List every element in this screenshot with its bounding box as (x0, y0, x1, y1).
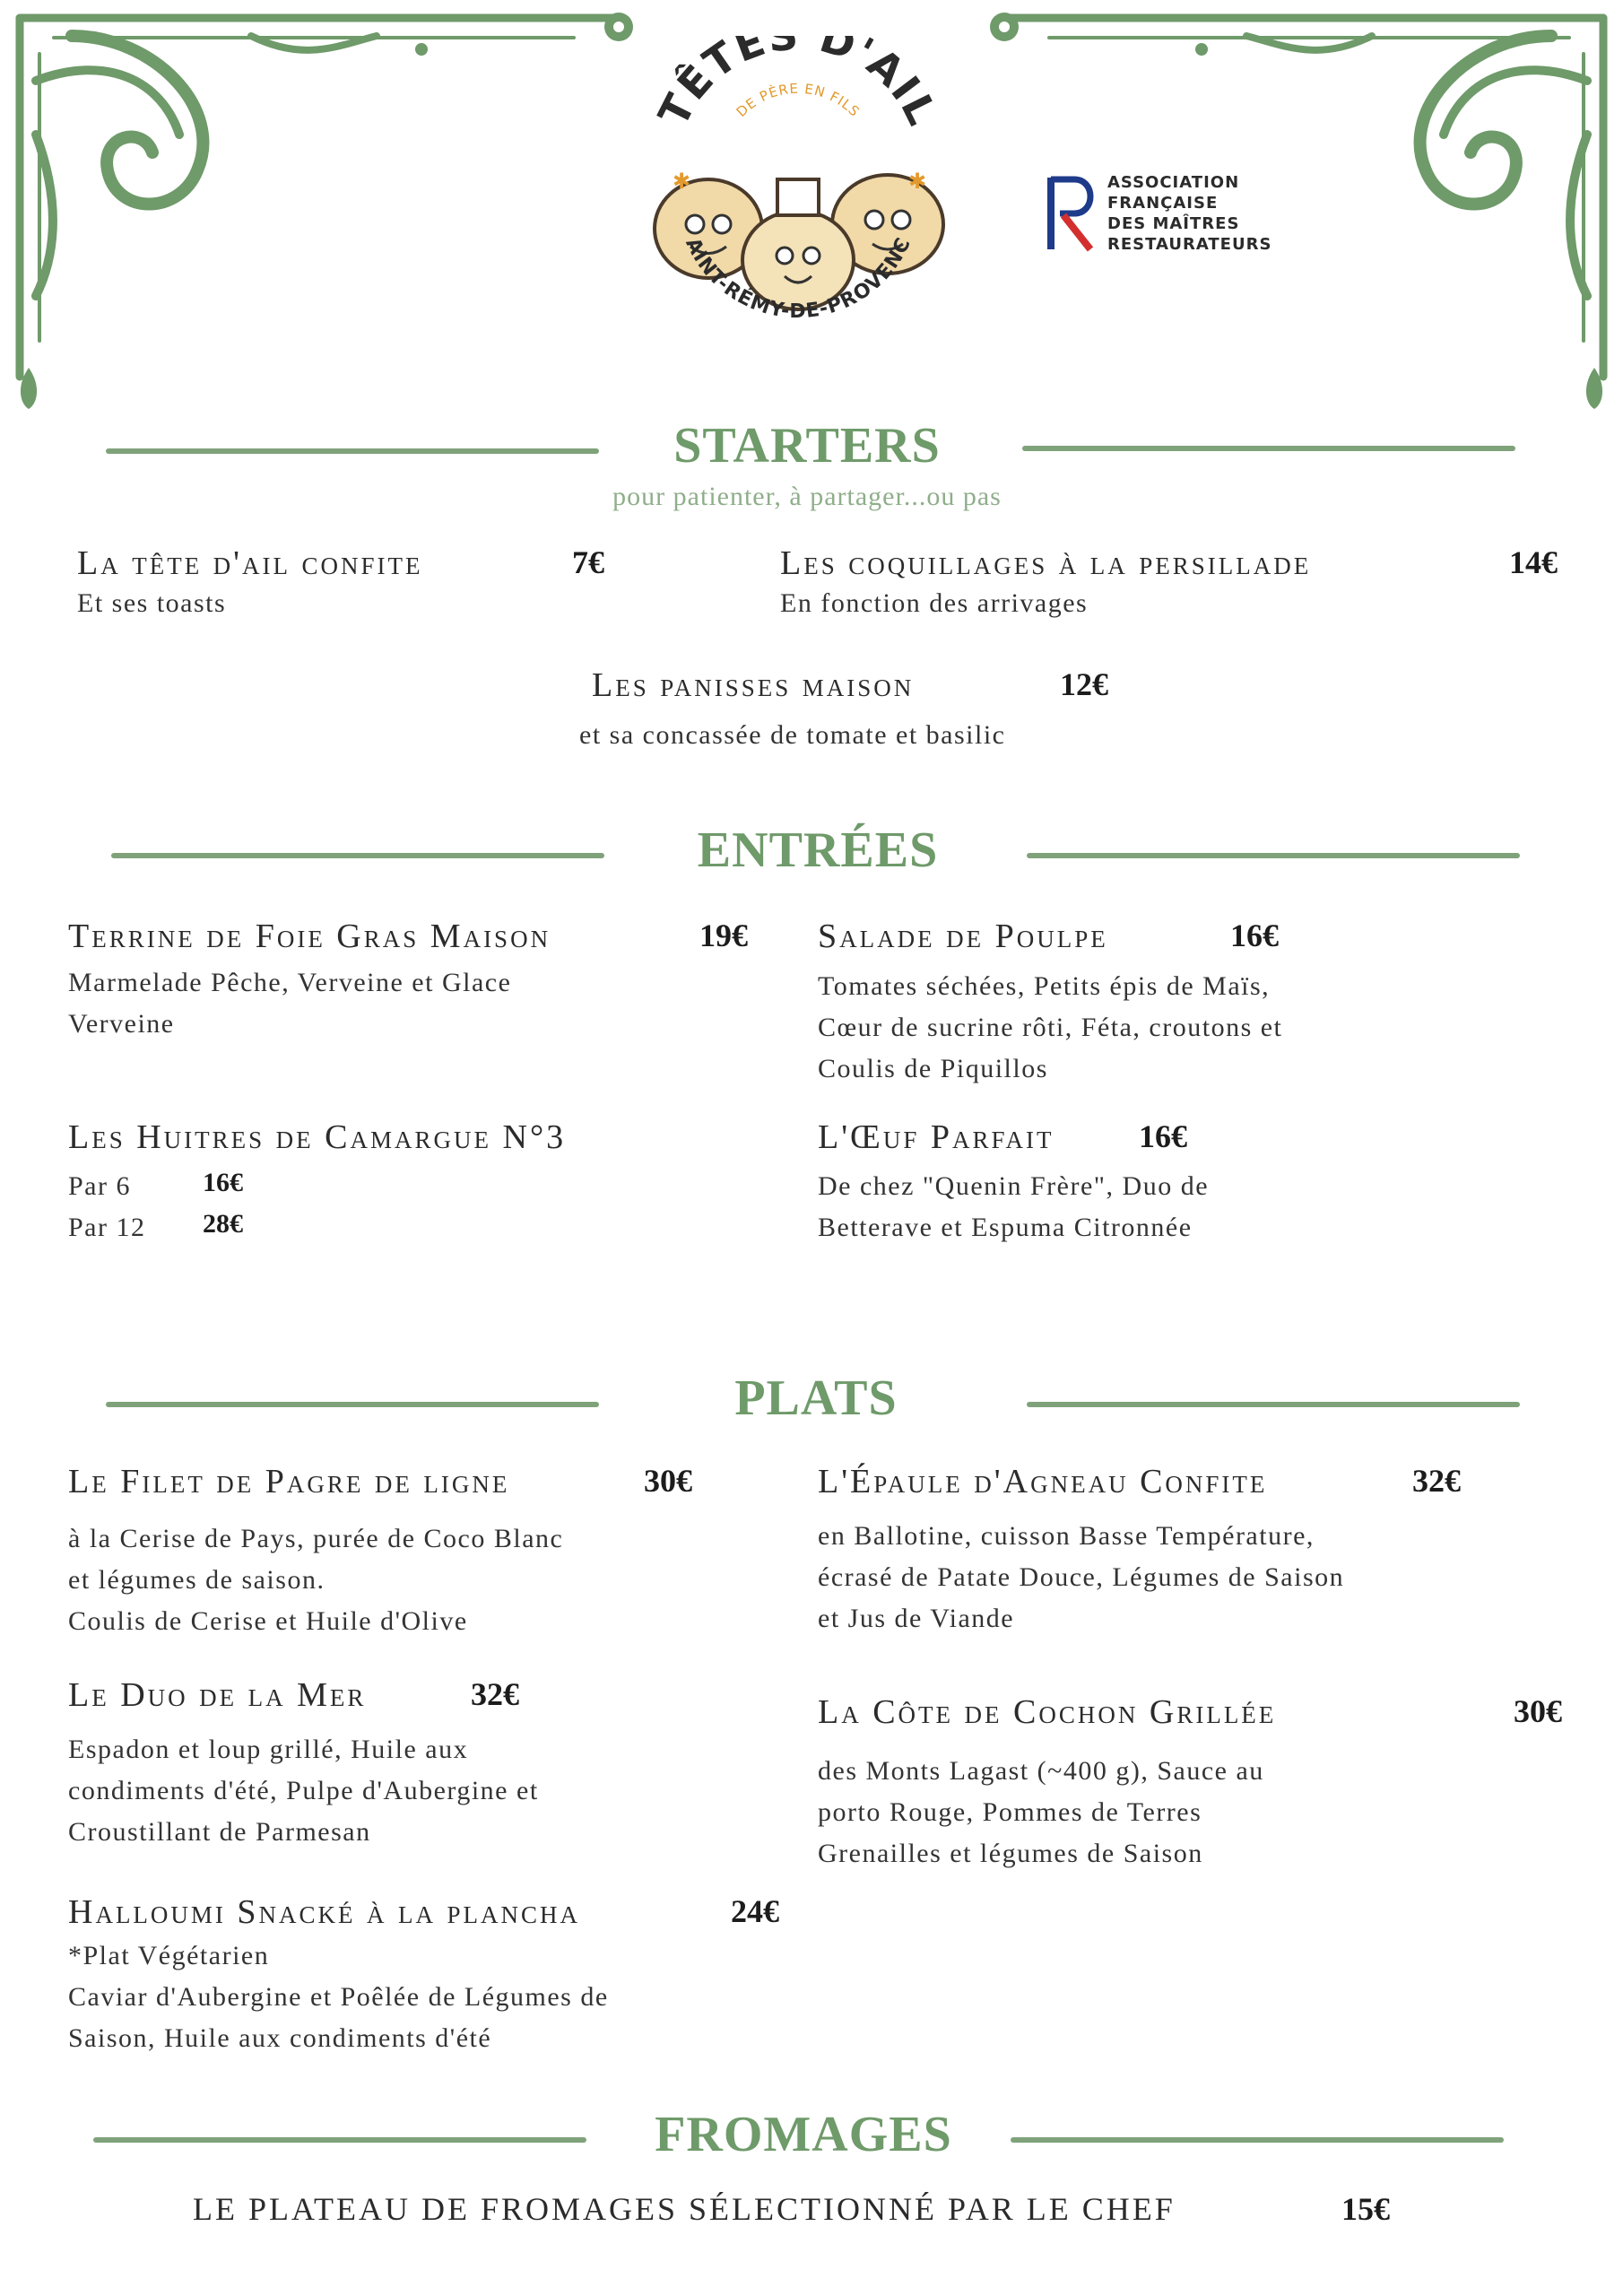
svg-text:DE PÈRE EN FILS (733, 81, 864, 120)
section-subtitle-starters: pour patienter, à partager...ou pas (612, 482, 1002, 511)
item-price: 32€ (1412, 1463, 1461, 1499)
section-title-plats: PLATS (734, 1370, 898, 1426)
item-description: Espadon et loup grillé, Huile aux condiments d'été, Pulpe d'Aubergine et Croustillant de Parmesan (68, 1735, 539, 1847)
item-name: Les panisses maison (592, 666, 915, 704)
item-name: Le Duo de la Mer (68, 1676, 367, 1714)
item-price: 24€ (731, 1893, 779, 1929)
item-price: 12€ (1060, 666, 1108, 702)
svg-text:✱: ✱ (673, 169, 691, 194)
item-description: En fonction des arrivages (780, 588, 1089, 618)
item-option-price: 16€ (203, 1168, 243, 1197)
maitres-restaurateurs-logo (1040, 170, 1300, 260)
section-title-starters: STARTERS (673, 418, 941, 474)
association-line-3: DES MAÎTRES (1107, 214, 1240, 233)
item-option-price: 28€ (203, 1209, 243, 1239)
item-description: des Monts Lagast (~400 g), Sauce au porto Rouge, Pommes de Terres Grenailles et légumes de Saison (818, 1756, 1264, 1868)
item-description: Et ses toasts (77, 588, 227, 618)
item-name: Le Filet de Pagre de ligne (68, 1463, 510, 1500)
section-title-entrees: ENTRÉES (697, 822, 939, 878)
item-name: Les Huitres de Camargue N°3 (68, 1118, 567, 1156)
item-description: à la Cerise de Pays, purée de Coco Blanc et légumes de saison. Coulis de Cerise et Huile d'Olive (68, 1524, 564, 1636)
item-description: et sa concassée de tomate et basilic (579, 720, 1006, 750)
item-price: 30€ (1514, 1693, 1562, 1729)
svg-text:✱: ✱ (908, 169, 927, 194)
item-name: Terrine de Foie Gras Maison (68, 918, 551, 955)
item-description: De chez "Quenin Frère", Duo de Betterave et Espuma Citronnée (818, 1171, 1210, 1242)
fromages-divider-left (93, 2137, 586, 2143)
entrees-divider-right (1027, 853, 1520, 858)
starters-divider-left (106, 448, 599, 454)
plats-divider-left (106, 1402, 599, 1407)
item-price: 7€ (572, 544, 604, 580)
item-price: 14€ (1509, 544, 1558, 580)
item-price: 16€ (1139, 1118, 1187, 1154)
item-name: L'Épaule d'Agneau Confite (818, 1463, 1268, 1500)
item-option-label: Par 6 (68, 1171, 131, 1201)
item-name: La tête d'ail confite (77, 544, 423, 582)
association-line-2: FRANÇAISE (1107, 194, 1219, 213)
logo-tagline: DE PÈRE EN FILS (733, 80, 864, 120)
item-price: 16€ (1230, 918, 1279, 953)
fromages-divider-right (1011, 2137, 1504, 2143)
garlic-characters-icon (641, 36, 955, 359)
corner-ornament-left (0, 0, 646, 422)
plats-divider-right (1027, 1402, 1520, 1407)
item-description: Marmelade Pêche, Verveine et Glace Verveine (68, 968, 512, 1039)
item-name: LE PLATEAU DE FROMAGES SÉLECTIONNÉ PAR LE CHEF (193, 2191, 1176, 2227)
item-name: Salade de Poulpe (818, 918, 1108, 955)
restaurant-logo (641, 36, 955, 359)
item-price: 15€ (1341, 2191, 1390, 2227)
item-description: Tomates séchées, Petits épis de Maïs, Cœur de sucrine rôti, Féta, croutons et Coulis de Piquillos (818, 971, 1283, 1083)
association-r-icon (1040, 170, 1103, 256)
item-description: *Plat Végétarien Caviar d'Aubergine et Poêlée de Légumes de Saison, Huile aux condiments d'été (68, 1941, 609, 2053)
association-line-4: RESTAURATEURS (1107, 235, 1272, 254)
item-price: 30€ (644, 1463, 692, 1499)
item-name: Les coquillages à la persillade (780, 544, 1312, 582)
association-line-1: ASSOCIATION (1107, 173, 1240, 192)
item-name: La Côte de Cochon Grillée (818, 1693, 1277, 1731)
item-price: 32€ (471, 1676, 519, 1712)
logo-name: TÊTE D'AIL (648, 36, 948, 135)
logo-location: AINT-RÉMY-DE-PROVENC (681, 233, 916, 324)
item-description: en Ballotine, cuisson Basse Température, écrasé de Patate Douce, Légumes de Saison et Jus de Viande (818, 1521, 1345, 1633)
section-title-fromages: FROMAGES (655, 2107, 952, 2162)
item-name: Halloumi Snacké à la plancha (68, 1893, 581, 1931)
starters-divider-right (1022, 446, 1515, 451)
item-price: 19€ (699, 918, 748, 953)
item-name: L'Œuf Parfait (818, 1118, 1055, 1156)
entrees-divider-left (111, 853, 604, 858)
item-option-label: Par 12 (68, 1213, 146, 1242)
